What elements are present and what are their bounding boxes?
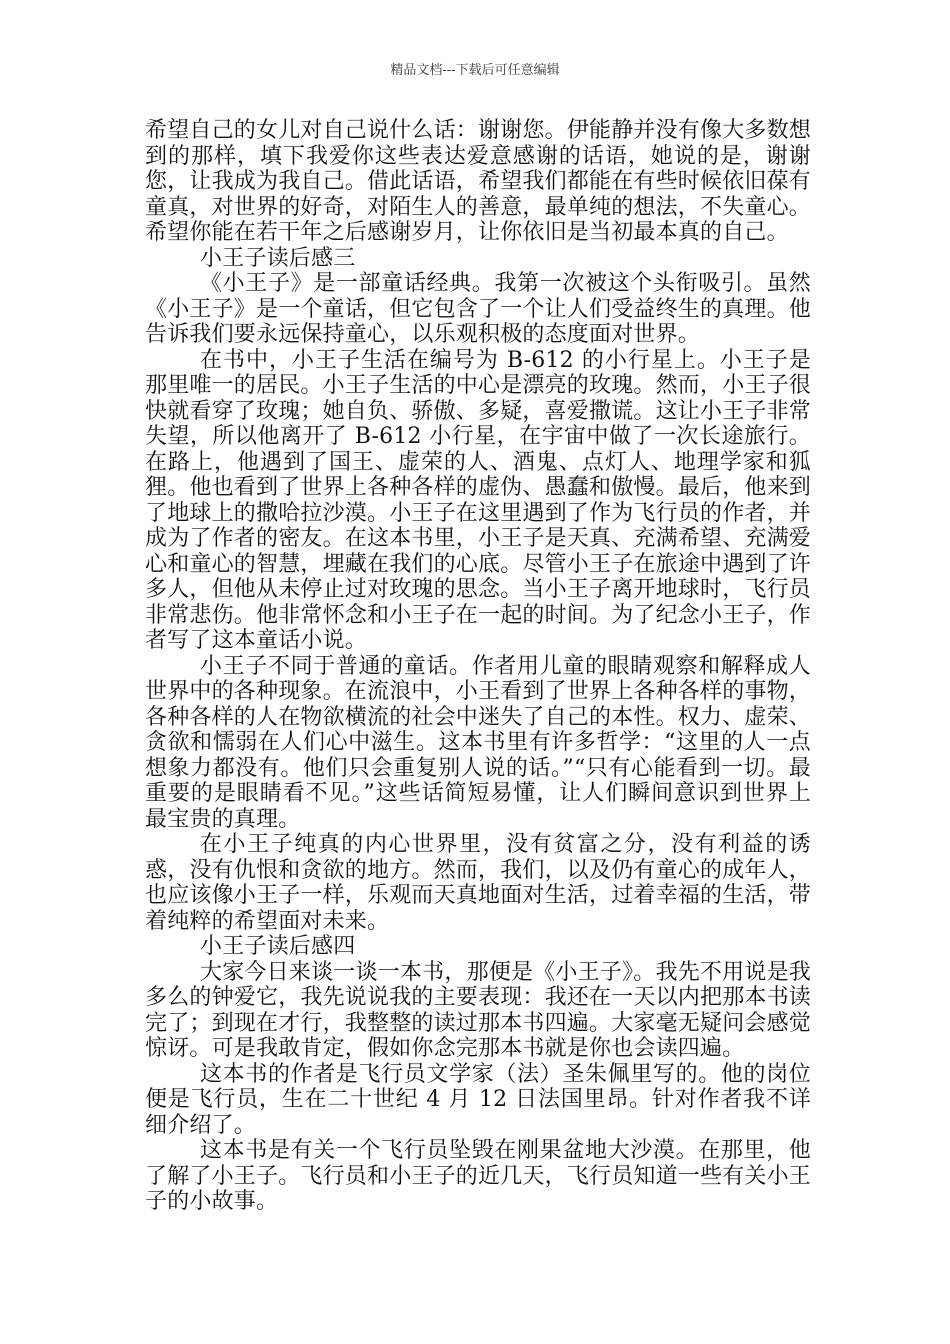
paragraph: 在小王子纯真的内心世界里，没有贫富之分，没有利益的诱惑，没有仇恨和贪欲的地方。然而，我们，以及仍有童心的成年人，也应该像小王子一样，乐观而天真地面对生活，过着幸福的生活，带着纯粹的希望面对未来。	[145, 832, 812, 934]
paragraph: 小王子不同于普通的童话。作者用儿童的眼睛观察和解释成人世界中的各种现象。在流浪中，小王看到了世界上各种各样的事物，各种各样的人在物欲横流的社会中迷失了自己的本性。权力、虚荣、贪欲和懦弱在人们心中滋生。这本书里有许多哲学：“这里的人一点想象力都没有。他们只会重复别人说的话。”“只有心能看到一切。最重要的是眼睛看不见。”这些话简短易懂，让人们瞬间意识到世界上最宝贵的真理。	[145, 653, 812, 832]
paragraph: 这本书是有关一个飞行员坠毁在刚果盆地大沙漠。在那里，他了解了小王子。飞行员和小王子的近几天，飞行员知道一些有关小王子的小故事。	[145, 1138, 812, 1214]
paragraph-continuation: 希望自己的女儿对自己说什么话：谢谢您。伊能静并没有像大多数想到的那样，填下我爱你这些表达爱意感谢的话语，她说的是，谢谢您，让我成为我自己。借此话语，希望我们都能在有些时候依旧葆有童真，对世界的好奇，对陌生人的善意，最单纯的想法，不失童心。希望你能在若干年之后感谢岁月，让你依旧是当初最本真的自己。	[145, 118, 812, 245]
paragraph: 《小王子》是一部童话经典。我第一次被这个头衔吸引。虽然《小王子》是一个童话，但它包含了一个让人们受益终生的真理。他告诉我们要永远保持童心，以乐观积极的态度面对世界。	[145, 271, 812, 347]
page-header: 精品文档---下载后可任意编辑	[390, 63, 560, 78]
section-heading-three: 小王子读后感三	[200, 245, 356, 271]
section-heading-four: 小王子读后感四	[200, 934, 356, 959]
document-body	[145, 118, 811, 1215]
paragraph: 这本书的作者是飞行员文学家（法）圣朱佩里写的。他的岗位便是飞行员，生在二十世纪 4 月 12 日法国里昂。针对作者我不详细介绍了。	[145, 1061, 811, 1138]
paragraph: 在书中，小王子生活在编号为 B-612 的小行星上。小王子是那里唯一的居民。小王子生活的中心是漂亮的玫瑰。然而，小王子很快就看穿了玫瑰；她自负、骄傲、多疑，喜爱撒谎。这让小王子非常失望，所以他离开了 B-612 小行星，在宇宙中做了一次长途旅行。在路上，他遇到了国王、虚荣的人、酒鬼、点灯人、地理学家和狐狸。他也看到了世界上各种各样的虚伪、愚蠢和傲慢。最后，他来到了地球上的撒哈拉沙漠。小王子在这里遇到了作为飞行员的作者，并成为了作者的密友。在这本书里，小王子是天真、充满希望、充满爱心和童心的智慧，埋藏在我们的心底。尽管小王子在旅途中遇到了许多人，但他从未停止过对玫瑰的思念。当小王子离开地球时，飞行员非常悲伤。他非常怀念和小王子在一起的时间。为了纪念小王子，作者写了这本童话小说。	[145, 347, 812, 653]
paragraph: 大家今日来谈一谈一本书，那便是《小王子》。我先不用说是我多么的钟爱它，我先说说我的主要表现：我还在一天以内把那本书读完了；到现在才行，我整整的读过那本书四遍。大家毫无疑问会感觉惊讶。可是我敢肯定，假如你念完那本书就是你也会读四遍。	[145, 959, 812, 1061]
